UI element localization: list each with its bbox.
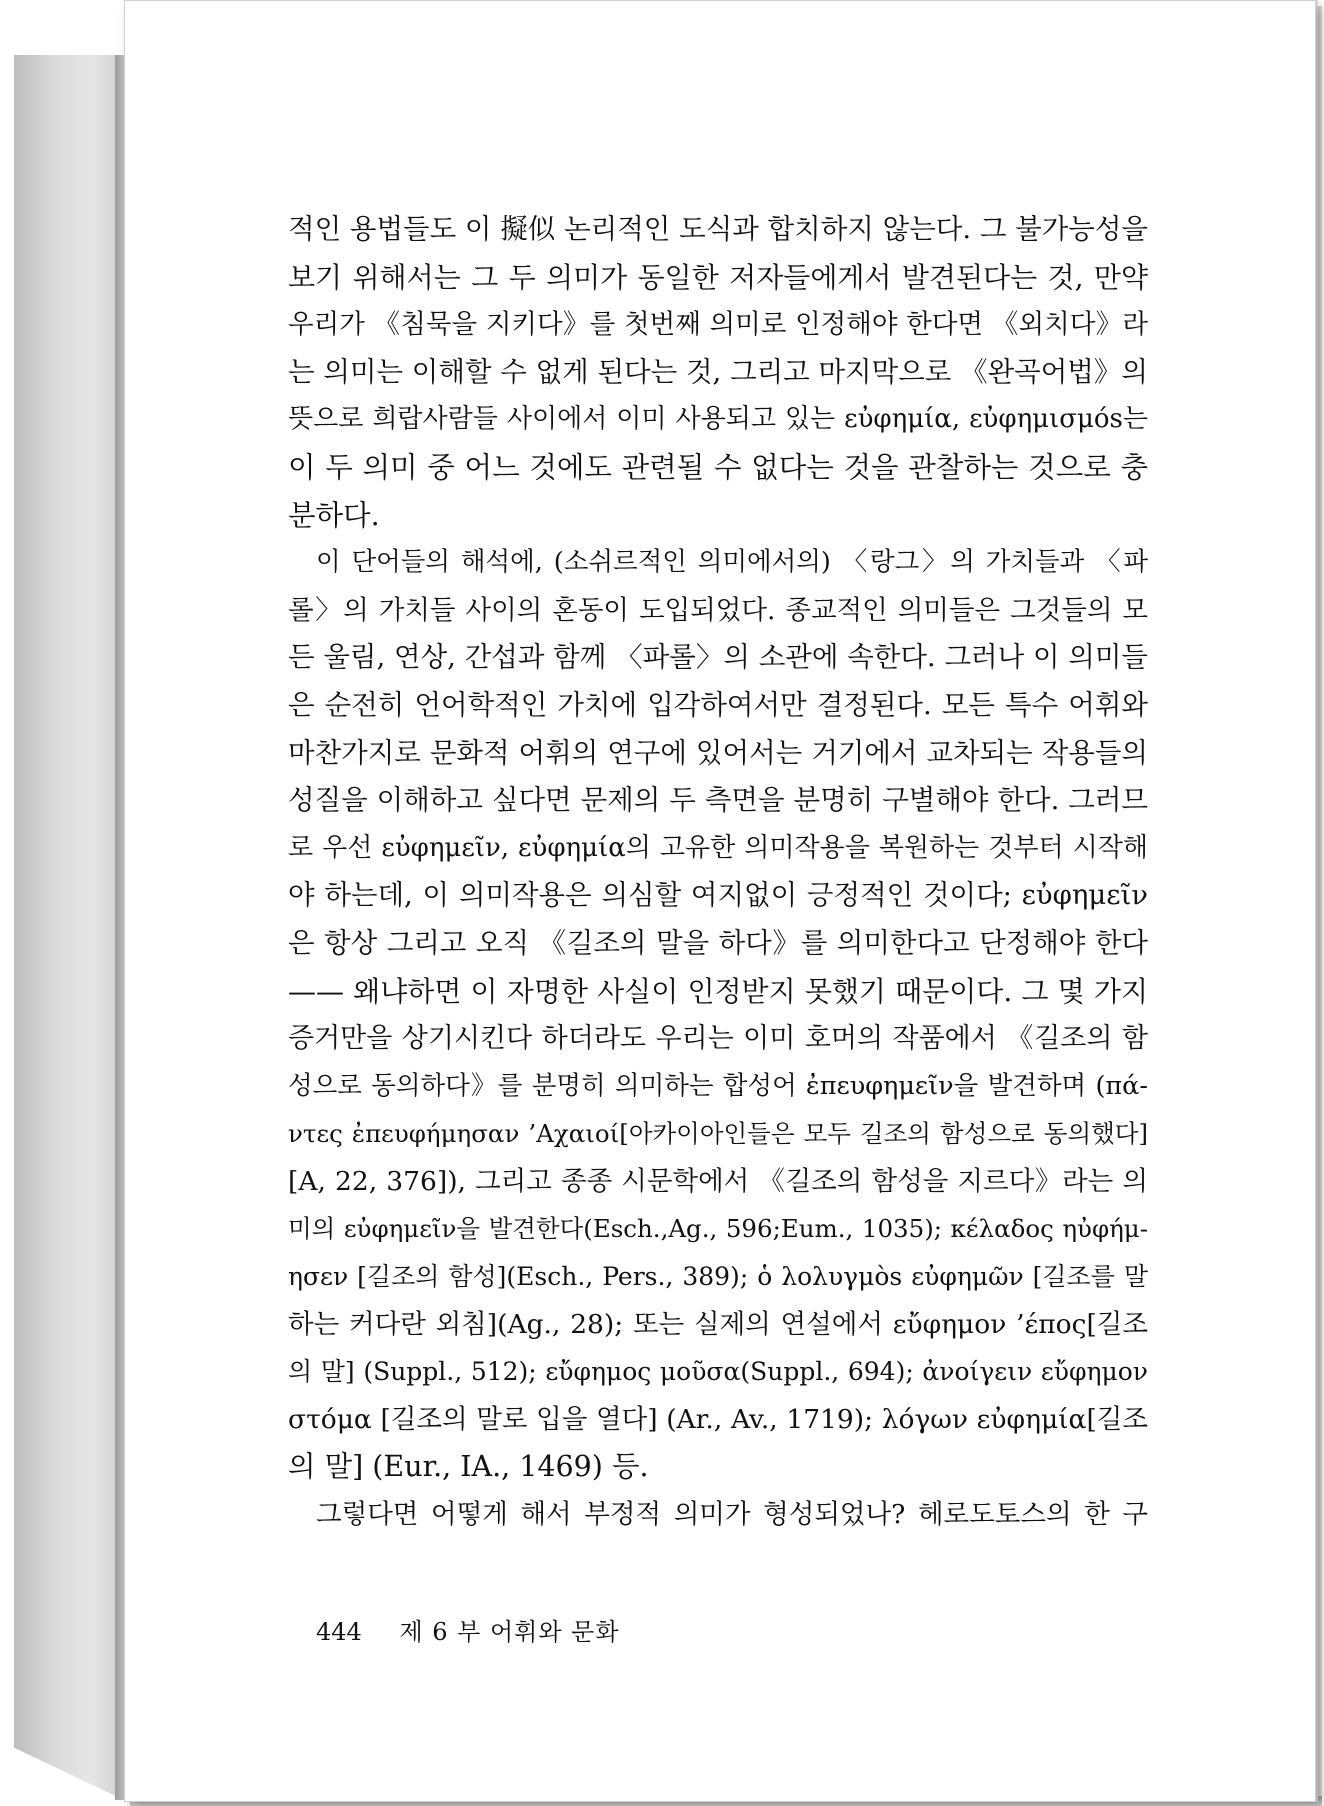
text-line: 미의 εὐφημεῖν을 발견한다(Esch.,Ag., 596;Eum., 1035); κέλαδος ηὐφήμ- (288, 1214, 1148, 1244)
text-line: 적인 용법들도 이 擬似 논리적인 도식과 합치하지 않는다. 그 불가능성을 (288, 213, 1148, 245)
text-line: 분하다. (288, 498, 380, 532)
text-line: 이 두 의미 중 어느 것에도 관련될 수 없다는 것을 관찰하는 것으로 충 (288, 450, 1148, 484)
text-line: 로 우선 εὐφημεῖν, εὐφημία의 고유한 의미작용을 복원하는 것부터 시작해 (288, 832, 1148, 863)
text-line: 보기 위해서는 그 두 의미가 동일한 저자들에게서 발견된다는 것, 만약 (288, 260, 1148, 294)
text-line: 그렇다면 어떻게 해서 부정적 의미가 형성되었나? 헤로도토스의 한 구 (316, 1499, 1148, 1531)
text-line: 은 순전히 언어학적인 가치에 입각하여서만 결정된다. 모든 특수 어휘와 (288, 688, 1148, 721)
text-line: ντες ἐπευφήμησαν ’Αχαιοί[아카이아인들은 모두 길조의 함성으로 동의했다] (288, 1119, 1148, 1149)
book-spine (14, 55, 124, 1800)
page-number: 444 (316, 1618, 362, 1646)
text-line: 성으로 동의하다》를 분명히 의미하는 합성어 ἐπευφημεῖν을 발견하며 (πά- (288, 1070, 1148, 1101)
text-line: [A, 22, 376]), 그리고 종종 시문학에서 《길조의 함성을 지르다》라는 의 (288, 1165, 1148, 1197)
page-footer (316, 1612, 620, 1647)
text-line: 든 울림, 연상, 간섭과 함께 〈파롤〉의 소관에 속한다. 그러나 이 의미들 (288, 641, 1148, 674)
text-line: στόμα [길조의 말로 입을 열다] (Ar., Av., 1719); λόγων εὐφημία[길조 (288, 1403, 1148, 1435)
text-line: 의 말] (Eur., IA., 1469) 등. (288, 1450, 649, 1484)
text-line: —— 왜냐하면 이 자명한 사실이 인정받지 못했기 때문이다. 그 몇 가지 (288, 974, 1148, 1008)
body-text (288, 206, 1148, 1539)
running-title: 제 6 부 어휘와 문화 (399, 1618, 620, 1646)
text-line: ησεν [길조의 함성](Esch., Pers., 389); ὁ λολυγμὸs εὐφημῶν [길조를 말 (288, 1262, 1148, 1292)
text-line: 은 항상 그리고 오직 《길조의 말을 하다》를 의미한다고 단정해야 한다 (288, 926, 1148, 959)
text-line: 마찬가지로 문화적 어휘의 연구에 있어서는 거기에서 교차되는 작용들의 (288, 736, 1148, 769)
text-line: 이 단어들의 해석에, (소쉬르적인 의미에서의) 〈랑그〉의 가치들과 〈파 (316, 547, 1148, 578)
text-line: 롤〉의 가치들 사이의 혼동이 도입되었다. 종교적인 의미들은 그것들의 모 (288, 594, 1148, 626)
text-line: 의 말] (Suppl., 512); εὔφημος μοῦσα(Suppl., 694); ἀνοίγειν εὔφημον (288, 1357, 1148, 1387)
text-line: 야 하는데, 이 의미작용은 의심할 여지없이 긍정적인 것이다; εὐφημεῖν (288, 879, 1148, 912)
text-line: 는 의미는 이해할 수 없게 된다는 것, 그리고 마지막으로 《완곡어법》의 (288, 355, 1148, 388)
text-line: 뜻으로 희랍사람들 사이에서 이미 사용되고 있는 εὐφημία, εὐφημισμόs는 (288, 404, 1148, 435)
text-line: 증거만을 상기시킨다 하더라도 우리는 이미 호머의 작품에서 《길조의 함 (288, 1023, 1148, 1055)
text-line: 하는 커다란 외침](Ag., 28); 또는 실제의 연설에서 εὔφημον ’έπος[길조 (288, 1308, 1148, 1340)
text-line: 성질을 이해하고 싶다면 문제의 두 측면을 분명히 구별해야 한다. 그러므 (288, 784, 1148, 817)
text-line: 우리가 《침묵을 지키다》를 첫번째 의미로 인정해야 한다면 《외치다》라 (288, 309, 1148, 341)
